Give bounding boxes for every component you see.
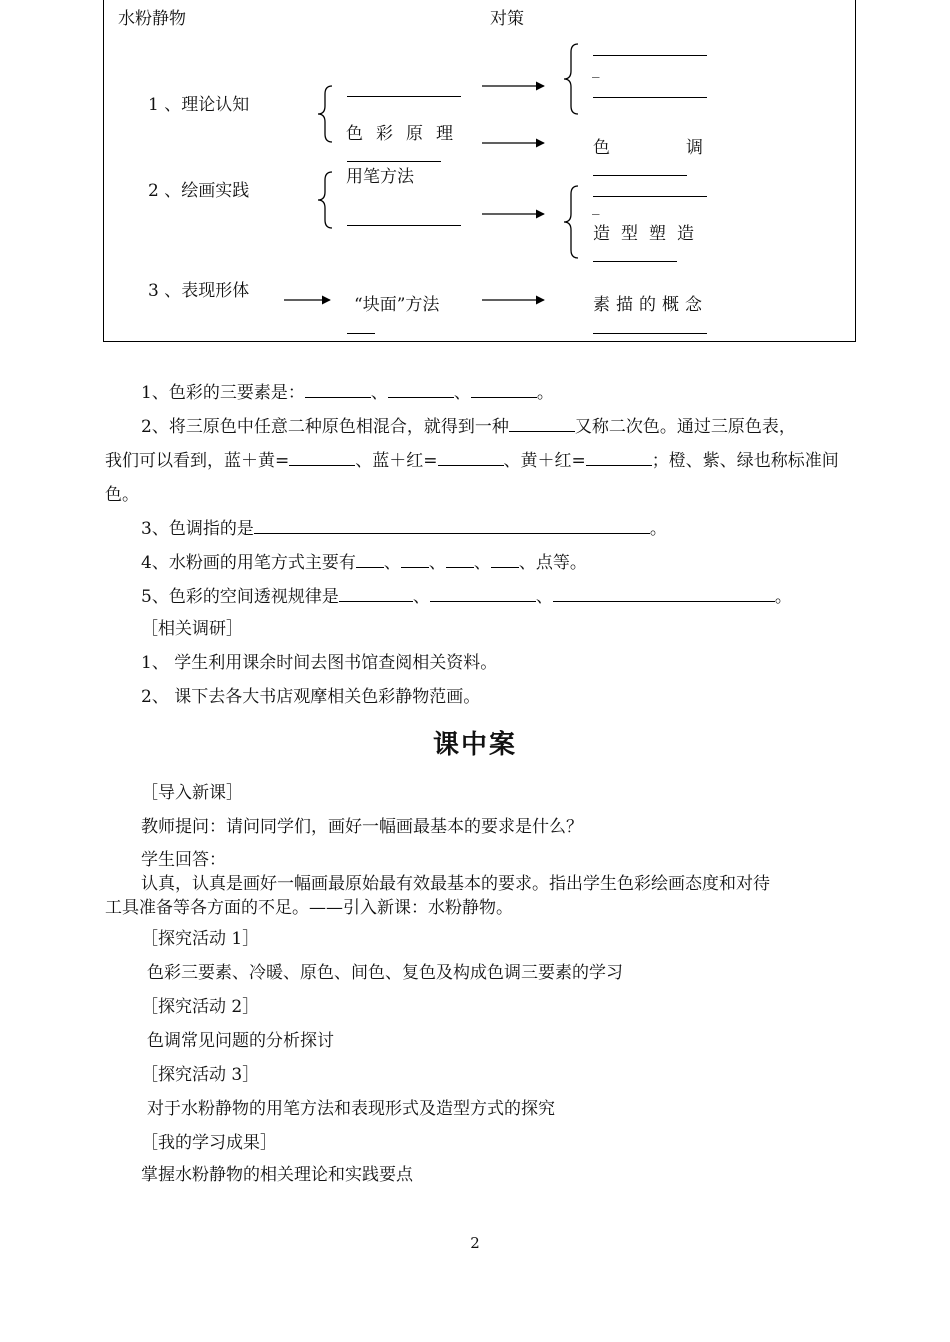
answer-blank[interactable] — [401, 549, 429, 568]
diagram-middle-item-3: “块面”方法 — [354, 295, 440, 315]
answer-blank[interactable] — [339, 583, 413, 602]
diagram-left-item-1: 1 、理论认知 — [148, 95, 250, 115]
activity-2-text: 色调常见问题的分析探讨 — [147, 1031, 334, 1051]
research-item-1: 1、 学生利用课余时间去图书馆查阅相关资料。 — [141, 653, 498, 673]
brace-left-lower — [318, 172, 332, 228]
answer-blank[interactable] — [491, 549, 519, 568]
diagram-middle-item-1: 色彩原理 — [346, 124, 466, 144]
answer-blank[interactable] — [438, 447, 504, 466]
activity-1-title: ［探究活动 1］ — [141, 929, 260, 949]
activity-1-text: 色彩三要素、冷暖、原色、间色、复色及构成色调三要素的学习 — [147, 963, 623, 983]
diagram-right-item-1: 色调 — [593, 138, 779, 158]
answer-blank[interactable] — [305, 379, 371, 398]
page-number: 2 — [470, 1234, 480, 1252]
answer-blank[interactable] — [430, 583, 536, 602]
question-4: 4、水粉画的用笔方式主要有 、 、 、 、点等。 — [105, 546, 850, 580]
answer-blank[interactable] — [356, 549, 384, 568]
brace-left-upper — [318, 86, 332, 142]
brace-right-lower — [564, 186, 578, 258]
answer-paragraph: 认真，认真是画好一幅画最原始最有效最基本的要求。指出学生色彩绘画态度和对待 工具准备等各方面的不足。——引入新课：水粉静物。 — [105, 874, 770, 918]
strategy-diagram — [103, 0, 856, 342]
answer-blank[interactable] — [553, 583, 775, 602]
answer-blank[interactable] — [509, 413, 575, 432]
answer-blank[interactable] — [446, 549, 474, 568]
research-title: ［相关调研］ — [141, 619, 243, 639]
question-3: 3、色调指的是 。 — [105, 512, 850, 546]
activity-2-title: ［探究活动 2］ — [141, 997, 260, 1017]
activity-3-text: 对于水粉静物的用笔方法和表现形式及造型方式的探究 — [147, 1099, 555, 1119]
question-2: 2、将三原色中任意二种原色相混合，就得到一种 又称二次色。通过三原色表， — [105, 410, 850, 444]
question-2-end: 色。 — [105, 485, 139, 505]
section-heading: 课中案 — [432, 730, 517, 760]
diagram-connectors — [104, 0, 857, 342]
answer-blank[interactable] — [254, 515, 650, 534]
intro-title: ［导入新课］ — [141, 783, 243, 803]
question-1: 1、色彩的三要素是： 、 、 。 — [105, 376, 850, 410]
diagram-right-item-2: 造型塑造 — [593, 224, 705, 244]
brace-right-upper — [564, 44, 578, 114]
diagram-underscore-mark-2: _ — [592, 197, 600, 215]
activity-3-title: ［探究活动 3］ — [141, 1065, 260, 1085]
answer-blank[interactable] — [289, 447, 355, 466]
answer-blank[interactable] — [586, 447, 652, 466]
question-2-cont: 我们可以看到，蓝＋黄= 、蓝＋红= 、黄＋红= ；橙、紫、绿也称标准间 — [105, 444, 850, 478]
student-answer-label: 学生回答： — [141, 850, 226, 870]
diagram-underscore-mark-1: _ — [592, 60, 600, 78]
result-text: 掌握水粉静物的相关理论和实践要点 — [141, 1165, 413, 1185]
diagram-left-item-2: 2 、绘画实践 — [148, 181, 250, 201]
diagram-right-item-3: 素描的概念 — [593, 295, 708, 315]
result-title: ［我的学习成果］ — [141, 1133, 277, 1153]
diagram-header-left: 水粉静物 — [118, 9, 186, 29]
teacher-question: 教师提问：请问同学们，画好一幅画最基本的要求是什么？ — [141, 817, 583, 837]
question-5: 5、色彩的空间透视规律是 、 、 。 — [105, 580, 850, 614]
diagram-middle-item-2: 用笔方法 — [346, 167, 414, 187]
diagram-header-right: 对策 — [490, 9, 524, 29]
research-item-2: 2、 课下去各大书店观摩相关色彩静物范画。 — [141, 687, 481, 707]
answer-blank[interactable] — [388, 379, 454, 398]
answer-blank[interactable] — [471, 379, 537, 398]
diagram-left-item-3: 3 、表现形体 — [148, 281, 250, 301]
